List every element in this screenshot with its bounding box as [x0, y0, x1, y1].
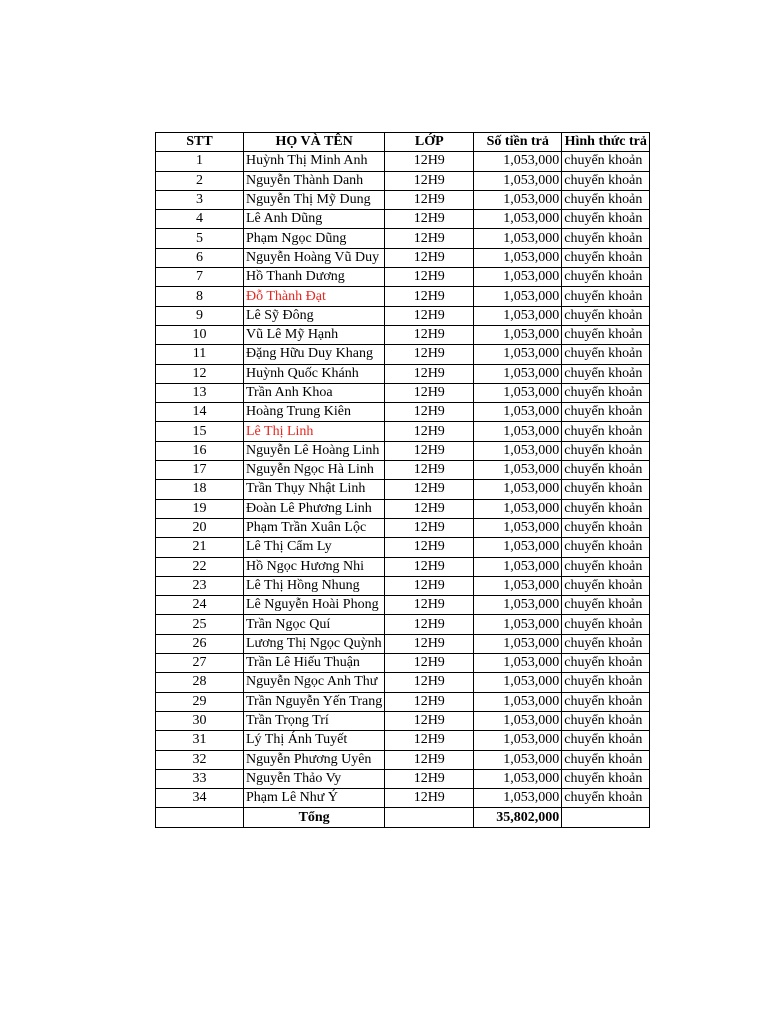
header-method: Hình thức trả: [562, 133, 650, 152]
cell-stt: 1: [156, 152, 244, 171]
cell-amount: 1,053,000: [474, 210, 562, 229]
cell-class: 12H9: [385, 731, 474, 750]
table-row: [156, 538, 650, 557]
cell-method: chuyển khoản: [562, 383, 650, 402]
cell-class: 12H9: [385, 538, 474, 557]
table-row: [156, 325, 650, 344]
table-row: [156, 711, 650, 730]
cell-method: chuyển khoản: [562, 673, 650, 692]
cell-name: Huỳnh Thị Minh Anh: [244, 152, 385, 171]
cell-class: 12H9: [385, 557, 474, 576]
cell-name: Huỳnh Quốc Khánh: [244, 364, 385, 383]
cell-class: 12H9: [385, 634, 474, 653]
cell-class: 12H9: [385, 403, 474, 422]
cell-name: Lê Thị Linh: [244, 422, 385, 441]
cell-stt: 22: [156, 557, 244, 576]
cell-stt: 33: [156, 769, 244, 788]
cell-stt: 8: [156, 287, 244, 306]
cell-method: chuyển khoản: [562, 190, 650, 209]
total-empty-cell: [156, 808, 244, 827]
total-amount: 35,802,000: [474, 808, 562, 827]
cell-amount: 1,053,000: [474, 480, 562, 499]
cell-amount: 1,053,000: [474, 596, 562, 615]
cell-method: chuyển khoản: [562, 711, 650, 730]
table-row: [156, 499, 650, 518]
cell-class: 12H9: [385, 383, 474, 402]
cell-stt: 29: [156, 692, 244, 711]
cell-class: 12H9: [385, 287, 474, 306]
cell-amount: 1,053,000: [474, 711, 562, 730]
cell-stt: 6: [156, 248, 244, 267]
total-label: Tổng: [244, 808, 385, 827]
cell-stt: 18: [156, 480, 244, 499]
cell-method: chuyển khoản: [562, 248, 650, 267]
table-row: [156, 615, 650, 634]
cell-amount: 1,053,000: [474, 692, 562, 711]
cell-name: Vũ Lê Mỹ Hạnh: [244, 325, 385, 344]
cell-amount: 1,053,000: [474, 750, 562, 769]
cell-method: chuyển khoản: [562, 345, 650, 364]
cell-class: 12H9: [385, 190, 474, 209]
table-body: [156, 152, 650, 808]
cell-stt: 12: [156, 364, 244, 383]
cell-amount: 1,053,000: [474, 769, 562, 788]
cell-stt: 26: [156, 634, 244, 653]
table-row: [156, 596, 650, 615]
cell-amount: 1,053,000: [474, 268, 562, 287]
cell-class: 12H9: [385, 152, 474, 171]
cell-class: 12H9: [385, 480, 474, 499]
cell-name: Trần Anh Khoa: [244, 383, 385, 402]
header-name: HỌ VÀ TÊN: [244, 133, 385, 152]
table-row: [156, 152, 650, 171]
table-row: [156, 422, 650, 441]
cell-stt: 34: [156, 789, 244, 808]
cell-stt: 16: [156, 441, 244, 460]
cell-stt: 21: [156, 538, 244, 557]
cell-class: 12H9: [385, 422, 474, 441]
cell-method: chuyển khoản: [562, 789, 650, 808]
table-row: [156, 480, 650, 499]
cell-name: Đặng Hữu Duy Khang: [244, 345, 385, 364]
cell-amount: 1,053,000: [474, 152, 562, 171]
cell-method: chuyển khoản: [562, 364, 650, 383]
cell-name: Nguyễn Ngọc Anh Thư: [244, 673, 385, 692]
payment-table: [155, 132, 650, 828]
table-row: [156, 441, 650, 460]
cell-name: Hồ Ngọc Hương Nhi: [244, 557, 385, 576]
cell-stt: 27: [156, 654, 244, 673]
cell-method: chuyển khoản: [562, 229, 650, 248]
cell-name: Phạm Lê Như Ý: [244, 789, 385, 808]
table-row: [156, 210, 650, 229]
cell-name: Lê Nguyễn Hoài Phong: [244, 596, 385, 615]
cell-class: 12H9: [385, 789, 474, 808]
table-row: [156, 190, 650, 209]
cell-method: chuyển khoản: [562, 403, 650, 422]
cell-method: chuyển khoản: [562, 287, 650, 306]
cell-amount: 1,053,000: [474, 499, 562, 518]
cell-class: 12H9: [385, 615, 474, 634]
header-row: [156, 133, 650, 152]
cell-amount: 1,053,000: [474, 190, 562, 209]
cell-stt: 19: [156, 499, 244, 518]
cell-name: Lê Sỹ Đông: [244, 306, 385, 325]
cell-amount: 1,053,000: [474, 248, 562, 267]
header-class: LỚP: [385, 133, 474, 152]
total-row: [156, 808, 650, 827]
table-row: [156, 557, 650, 576]
cell-name: Nguyễn Hoàng Vũ Duy: [244, 248, 385, 267]
cell-stt: 3: [156, 190, 244, 209]
total-empty-cell: [562, 808, 650, 827]
cell-amount: 1,053,000: [474, 229, 562, 248]
cell-method: chuyển khoản: [562, 634, 650, 653]
table-row: [156, 345, 650, 364]
cell-amount: 1,053,000: [474, 325, 562, 344]
cell-class: 12H9: [385, 518, 474, 537]
cell-name: Trần Ngọc Quí: [244, 615, 385, 634]
table-row: [156, 789, 650, 808]
table-row: [156, 171, 650, 190]
cell-class: 12H9: [385, 673, 474, 692]
cell-method: chuyển khoản: [562, 171, 650, 190]
cell-method: chuyển khoản: [562, 615, 650, 634]
cell-method: chuyển khoản: [562, 306, 650, 325]
cell-method: chuyển khoản: [562, 654, 650, 673]
cell-name: Nguyễn Thảo Vy: [244, 769, 385, 788]
table-row: [156, 364, 650, 383]
cell-stt: 14: [156, 403, 244, 422]
cell-stt: 15: [156, 422, 244, 441]
table-row: [156, 634, 650, 653]
cell-method: chuyển khoản: [562, 210, 650, 229]
cell-class: 12H9: [385, 364, 474, 383]
cell-stt: 24: [156, 596, 244, 615]
cell-amount: 1,053,000: [474, 422, 562, 441]
cell-amount: 1,053,000: [474, 634, 562, 653]
cell-class: 12H9: [385, 769, 474, 788]
cell-class: 12H9: [385, 306, 474, 325]
cell-name: Nguyễn Ngọc Hà Linh: [244, 461, 385, 480]
cell-class: 12H9: [385, 499, 474, 518]
cell-method: chuyển khoản: [562, 731, 650, 750]
table-row: [156, 518, 650, 537]
cell-amount: 1,053,000: [474, 383, 562, 402]
cell-method: chuyển khoản: [562, 518, 650, 537]
cell-method: chuyển khoản: [562, 268, 650, 287]
table-row: [156, 576, 650, 595]
cell-stt: 31: [156, 731, 244, 750]
cell-class: 12H9: [385, 248, 474, 267]
cell-method: chuyển khoản: [562, 750, 650, 769]
cell-stt: 5: [156, 229, 244, 248]
header-amount: Số tiền trả: [474, 133, 562, 152]
cell-stt: 4: [156, 210, 244, 229]
cell-amount: 1,053,000: [474, 557, 562, 576]
table-row: [156, 383, 650, 402]
cell-stt: 20: [156, 518, 244, 537]
table-row: [156, 248, 650, 267]
cell-method: chuyển khoản: [562, 692, 650, 711]
cell-method: chuyển khoản: [562, 325, 650, 344]
cell-class: 12H9: [385, 461, 474, 480]
cell-stt: 7: [156, 268, 244, 287]
cell-name: Phạm Trần Xuân Lộc: [244, 518, 385, 537]
table-row: [156, 306, 650, 325]
cell-name: Phạm Ngọc Dũng: [244, 229, 385, 248]
cell-method: chuyển khoản: [562, 557, 650, 576]
cell-class: 12H9: [385, 750, 474, 769]
cell-stt: 25: [156, 615, 244, 634]
cell-amount: 1,053,000: [474, 538, 562, 557]
cell-name: Trần Nguyễn Yến Trang: [244, 692, 385, 711]
table-row: [156, 750, 650, 769]
cell-method: chuyển khoản: [562, 576, 650, 595]
cell-amount: 1,053,000: [474, 364, 562, 383]
header-stt: STT: [156, 133, 244, 152]
table-row: [156, 268, 650, 287]
cell-name: Lương Thị Ngọc Quỳnh: [244, 634, 385, 653]
cell-class: 12H9: [385, 576, 474, 595]
cell-class: 12H9: [385, 692, 474, 711]
cell-method: chuyển khoản: [562, 441, 650, 460]
cell-method: chuyển khoản: [562, 152, 650, 171]
cell-amount: 1,053,000: [474, 287, 562, 306]
cell-method: chuyển khoản: [562, 422, 650, 441]
cell-stt: 30: [156, 711, 244, 730]
cell-method: chuyển khoản: [562, 596, 650, 615]
cell-name: Nguyễn Lê Hoàng Linh: [244, 441, 385, 460]
cell-method: chuyển khoản: [562, 499, 650, 518]
table-row: [156, 287, 650, 306]
cell-class: 12H9: [385, 441, 474, 460]
table-row: [156, 769, 650, 788]
total-empty-cell: [385, 808, 474, 827]
cell-stt: 13: [156, 383, 244, 402]
table-row: [156, 229, 650, 248]
cell-class: 12H9: [385, 596, 474, 615]
cell-name: Lê Anh Dũng: [244, 210, 385, 229]
cell-class: 12H9: [385, 229, 474, 248]
cell-stt: 23: [156, 576, 244, 595]
cell-name: Đoàn Lê Phương Linh: [244, 499, 385, 518]
cell-stt: 9: [156, 306, 244, 325]
cell-class: 12H9: [385, 171, 474, 190]
cell-amount: 1,053,000: [474, 731, 562, 750]
cell-amount: 1,053,000: [474, 403, 562, 422]
cell-amount: 1,053,000: [474, 654, 562, 673]
cell-amount: 1,053,000: [474, 576, 562, 595]
cell-class: 12H9: [385, 210, 474, 229]
cell-amount: 1,053,000: [474, 345, 562, 364]
cell-stt: 32: [156, 750, 244, 769]
cell-class: 12H9: [385, 268, 474, 287]
cell-stt: 10: [156, 325, 244, 344]
table-row: [156, 692, 650, 711]
cell-stt: 17: [156, 461, 244, 480]
cell-method: chuyển khoản: [562, 538, 650, 557]
cell-stt: 28: [156, 673, 244, 692]
cell-amount: 1,053,000: [474, 461, 562, 480]
cell-amount: 1,053,000: [474, 615, 562, 634]
table-row: [156, 654, 650, 673]
cell-method: chuyển khoản: [562, 480, 650, 499]
cell-name: Lê Thị Hồng Nhung: [244, 576, 385, 595]
cell-name: Nguyễn Thị Mỹ Dung: [244, 190, 385, 209]
cell-name: Trần Thụy Nhật Linh: [244, 480, 385, 499]
table-row: [156, 403, 650, 422]
cell-name: Hoàng Trung Kiên: [244, 403, 385, 422]
cell-name: Lê Thị Cẩm Ly: [244, 538, 385, 557]
cell-amount: 1,053,000: [474, 789, 562, 808]
cell-method: chuyển khoản: [562, 461, 650, 480]
cell-name: Lý Thị Ánh Tuyết: [244, 731, 385, 750]
cell-method: chuyển khoản: [562, 769, 650, 788]
cell-name: Nguyễn Phương Uyên: [244, 750, 385, 769]
cell-name: Trần Lê Hiếu Thuận: [244, 654, 385, 673]
cell-amount: 1,053,000: [474, 518, 562, 537]
cell-stt: 2: [156, 171, 244, 190]
cell-class: 12H9: [385, 711, 474, 730]
table-row: [156, 731, 650, 750]
cell-name: Hồ Thanh Dương: [244, 268, 385, 287]
cell-amount: 1,053,000: [474, 171, 562, 190]
cell-class: 12H9: [385, 325, 474, 344]
cell-name: Đỗ Thành Đạt: [244, 287, 385, 306]
cell-amount: 1,053,000: [474, 673, 562, 692]
table-row: [156, 461, 650, 480]
cell-class: 12H9: [385, 654, 474, 673]
cell-class: 12H9: [385, 345, 474, 364]
cell-amount: 1,053,000: [474, 306, 562, 325]
cell-name: Trần Trọng Trí: [244, 711, 385, 730]
table-row: [156, 673, 650, 692]
cell-amount: 1,053,000: [474, 441, 562, 460]
cell-stt: 11: [156, 345, 244, 364]
cell-name: Nguyễn Thành Danh: [244, 171, 385, 190]
